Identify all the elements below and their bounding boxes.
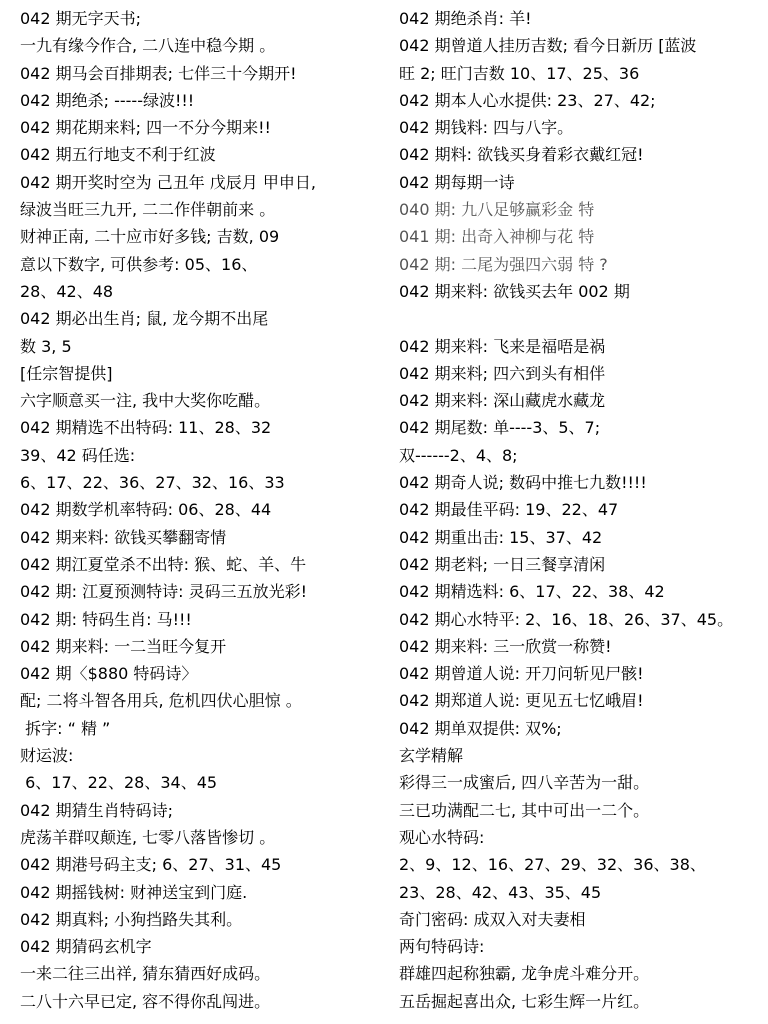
left-column-line: 042 期精选不出特码: 11、28、32 <box>20 418 272 438</box>
right-column-line: 群雄四起称独霸, 龙争虎斗难分开。 <box>399 964 650 984</box>
right-column-line: 040 期: 九八足够赢彩金 特 <box>399 200 595 220</box>
right-column <box>399 5 765 1015</box>
left-column-line: [任宗智提供] <box>20 363 113 383</box>
left-column-line: 042 期必出生肖; 鼠, 龙今期不出尾 <box>20 309 269 329</box>
left-column-line: 财神正南, 二十应市好多钱; 吉数, 09 <box>20 227 280 247</box>
right-column-line: 041 期: 出奇入神柳与花 特 <box>399 227 595 247</box>
left-column-line: 042 期来料: 一二当旺今复开 <box>20 636 227 656</box>
left-column-line: 042 期无字天书; <box>20 9 142 28</box>
right-column-line: 042 期最佳平码: 19、22、47 <box>399 500 619 520</box>
left-column-line: 6、17、22、36、27、32、16、33 <box>20 473 285 493</box>
left-column-line: 意以下数字, 可供参考: 05、16、 <box>20 254 258 274</box>
right-column-line: 三已功满配二七, 其中可出一二个。 <box>399 800 650 820</box>
left-column-line: 配; 二将斗智各用兵, 危机四伏心胆惊 。 <box>20 691 302 711</box>
right-column-line: 042 期来料: 欲钱买去年 002 期 <box>399 281 630 301</box>
right-column-line: 彩得三一成蜜后, 四八辛苦为一甜。 <box>399 773 650 793</box>
right-column-line: 观心水特码: <box>399 827 485 847</box>
right-column-line: 奇门密码: 成双入对夫妻相 <box>399 909 586 929</box>
right-column-line: 042 期来料: 深山藏虎水藏龙 <box>399 391 606 411</box>
left-column-line: 二八十六早已定, 容不得你乱闯进。 <box>20 991 271 1011</box>
left-column-line: 39、42 码任选: <box>20 445 136 465</box>
right-column-line: 042 期重出击: 15、37、42 <box>399 527 603 547</box>
left-column-line: 财运波: <box>20 746 74 766</box>
left-column-line: 042 期港号码主支; 6、27、31、45 <box>20 855 282 875</box>
left-column-line: 042 期猜码玄机字 <box>20 937 152 957</box>
right-column-line: 042 期郑道人说: 更见五七忆峨眉! <box>399 691 644 711</box>
right-column-line: 042 期精选料: 6、17、22、38、42 <box>399 582 665 602</box>
right-column-line: 042 期奇人说; 数码中推七九数!!!! <box>399 473 647 493</box>
right-column-line: 玄学精解 <box>399 746 464 766</box>
left-column <box>20 5 390 1015</box>
right-column-line: 042 期来料: 飞来是福唔是祸 <box>399 336 606 356</box>
right-column-line: 旺 2; 旺门吉数 10、17、25、36 <box>399 63 640 83</box>
left-column-line: 六字顺意买一注, 我中大奖你吃醋。 <box>20 391 271 411</box>
left-column-line: 042 期开奖时空为 己丑年 戊辰月 甲申日, <box>20 172 316 192</box>
left-column-line: 虎荡羊群叹颠连, 七零八落皆惨切 。 <box>20 827 276 847</box>
right-column-line: 042 期单双提供: 双%; <box>399 718 562 738</box>
right-column-line: 23、28、42、43、35、45 <box>399 882 602 902</box>
right-column-line: 两句特码诗: <box>399 937 485 957</box>
right-column-line: 042 期本人心水提供: 23、27、42; <box>399 90 656 110</box>
right-column-line: 五岳掘起喜出众, 七彩生辉一片红。 <box>399 991 650 1011</box>
right-column-line: 042 期来料: 三一欣赏一称赞! <box>399 636 612 656</box>
right-column-line: 双------2、4、8; <box>399 445 518 465</box>
left-column-line: 一九有缘今作合, 二八连中稳今期 。 <box>20 36 276 56</box>
left-column-line: 042 期来料: 欲钱买攀翻寄情 <box>20 527 227 547</box>
right-column-line: 042 期钱料: 四与八字。 <box>399 118 574 138</box>
left-column-line: 042 期绝杀; -----绿波!!! <box>20 90 195 110</box>
right-column-line: 042 期来料; 四六到头有相伴 <box>399 363 606 383</box>
left-column-line: 042 期〈$880 特码诗〉 <box>20 664 198 684</box>
left-column-line: 数 3, 5 <box>20 336 72 356</box>
left-column-line: 042 期: 江夏预测特诗: 灵码三五放光彩! <box>20 582 307 602</box>
left-column-line: 042 期猜生肖特码诗; <box>20 800 174 820</box>
right-column-line: 042 期曾道人说: 开刀问斩见尸骸! <box>399 664 644 684</box>
left-column-line: 042 期摇钱树: 财神送宝到门庭. <box>20 882 248 902</box>
right-column-line: 042 期每期一诗 <box>399 172 515 192</box>
right-column-line: 2、9、12、16、27、29、32、36、38、 <box>399 855 706 875</box>
right-column-line: 042 期曾道人挂历吉数; 看今日新历 [蓝波 <box>399 36 697 56</box>
right-column-line: 042 期心水特平: 2、16、18、26、37、45。 <box>399 609 734 629</box>
left-column-line: 拆字: “ 精 ” <box>20 718 111 738</box>
right-column-line: 042 期尾数: 单----3、5、7; <box>399 418 601 438</box>
left-column-line: 6、17、22、28、34、45 <box>20 773 218 793</box>
right-column-line: 042 期绝杀肖: 羊! <box>399 9 532 28</box>
right-column-line: 042 期料: 欲钱买身着彩衣戴红冠! <box>399 145 644 165</box>
left-column-line: 28、42、48 <box>20 281 114 301</box>
left-column-line: 042 期: 特码生肖: 马!!! <box>20 609 192 629</box>
left-column-line: 042 期五行地支不利于红波 <box>20 145 216 165</box>
right-column-line: 042 期: 二尾为强四六弱 特 ? <box>399 254 608 274</box>
left-column-line: 一来二往三出祥, 猜东猜西好成码。 <box>20 964 271 984</box>
left-column-line: 042 期江夏堂杀不出特: 猴、蛇、羊、牛 <box>20 554 307 574</box>
left-column-line: 042 期数学机率特码: 06、28、44 <box>20 500 272 520</box>
left-column-line: 042 期马会百排期表; 七伴三十今期开! <box>20 63 297 83</box>
left-column-line: 绿波当旺三九开, 二二作伴朝前来 。 <box>20 200 276 220</box>
left-column-line: 042 期真料; 小狗挡路失其利。 <box>20 909 243 929</box>
left-column-line: 042 期花期来料; 四一不分今期来!! <box>20 118 271 138</box>
right-column-line: 042 期老料; 一日三餐享清闲 <box>399 554 606 574</box>
right-column-line <box>399 305 765 332</box>
